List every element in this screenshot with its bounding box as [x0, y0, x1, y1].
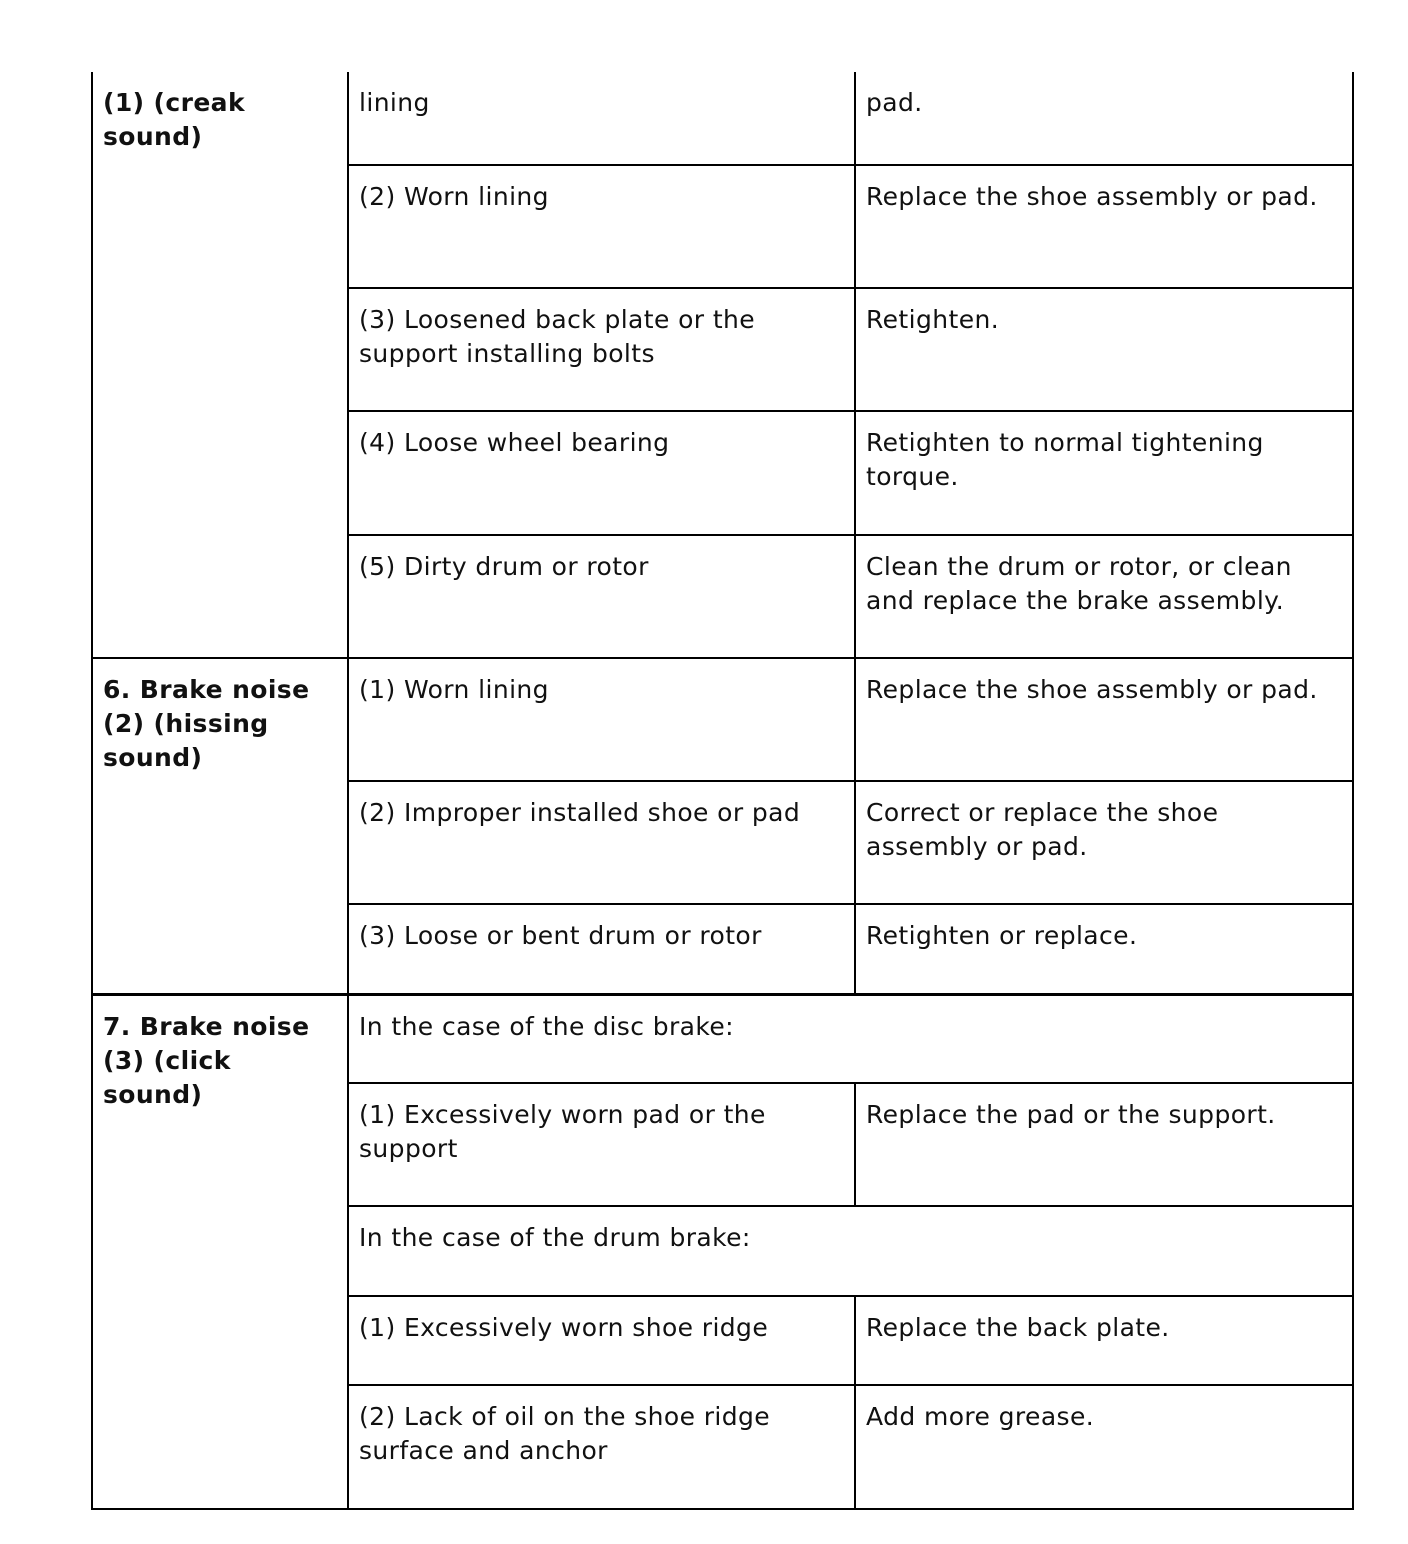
- remedy-cell: Add more grease.: [855, 1385, 1353, 1509]
- cause-cell: (1) Excessively worn shoe ridge: [348, 1296, 855, 1385]
- remedy-cell: Retighten or replace.: [855, 904, 1353, 994]
- cause-cell: (2) Worn lining: [348, 165, 855, 288]
- cause-cell: (5) Dirty drum or rotor: [348, 535, 855, 658]
- remedy-cell: Replace the pad or the support.: [855, 1083, 1353, 1206]
- remedy-cell: Replace the back plate.: [855, 1296, 1353, 1385]
- remedy-cell: Retighten to normal tightening torque.: [855, 411, 1353, 535]
- remedy-cell: Replace the shoe assembly or pad.: [855, 658, 1353, 781]
- cause-cell: (3) Loose or bent drum or rotor: [348, 904, 855, 994]
- table-row: [92, 994, 1353, 1083]
- symptom-cell: 6. Brake noise (2) (hissing sound): [92, 658, 348, 994]
- table-row: [92, 72, 1353, 165]
- troubleshooting-table: [91, 72, 1354, 1510]
- cause-cell: (3) Loosened back plate or the support installing bolts: [348, 288, 855, 411]
- cause-cell: (2) Lack of oil on the shoe ridge surface and anchor: [348, 1385, 855, 1509]
- table-row: [92, 658, 1353, 781]
- cause-cell: (1) Excessively worn pad or the support: [348, 1083, 855, 1206]
- troubleshooting-table-wrap: [91, 72, 1352, 1510]
- cause-cell: (1) Worn lining: [348, 658, 855, 781]
- remedy-cell: Correct or replace the shoe assembly or pad.: [855, 781, 1353, 904]
- cause-cell: lining: [348, 72, 855, 165]
- cause-cell: (4) Loose wheel bearing: [348, 411, 855, 535]
- remedy-cell: Replace the shoe assembly or pad.: [855, 165, 1353, 288]
- cause-cell: (2) Improper installed shoe or pad: [348, 781, 855, 904]
- symptom-cell: 7. Brake noise (3) (click sound): [92, 994, 348, 1509]
- remedy-cell: Clean the drum or rotor, or clean and replace the brake assembly.: [855, 535, 1353, 658]
- case-note-cell: In the case of the disc brake:: [348, 994, 1353, 1083]
- remedy-cell: pad.: [855, 72, 1353, 165]
- symptom-cell: (1) (creak sound): [92, 72, 348, 658]
- case-note-cell: In the case of the drum brake:: [348, 1206, 1353, 1296]
- remedy-cell: Retighten.: [855, 288, 1353, 411]
